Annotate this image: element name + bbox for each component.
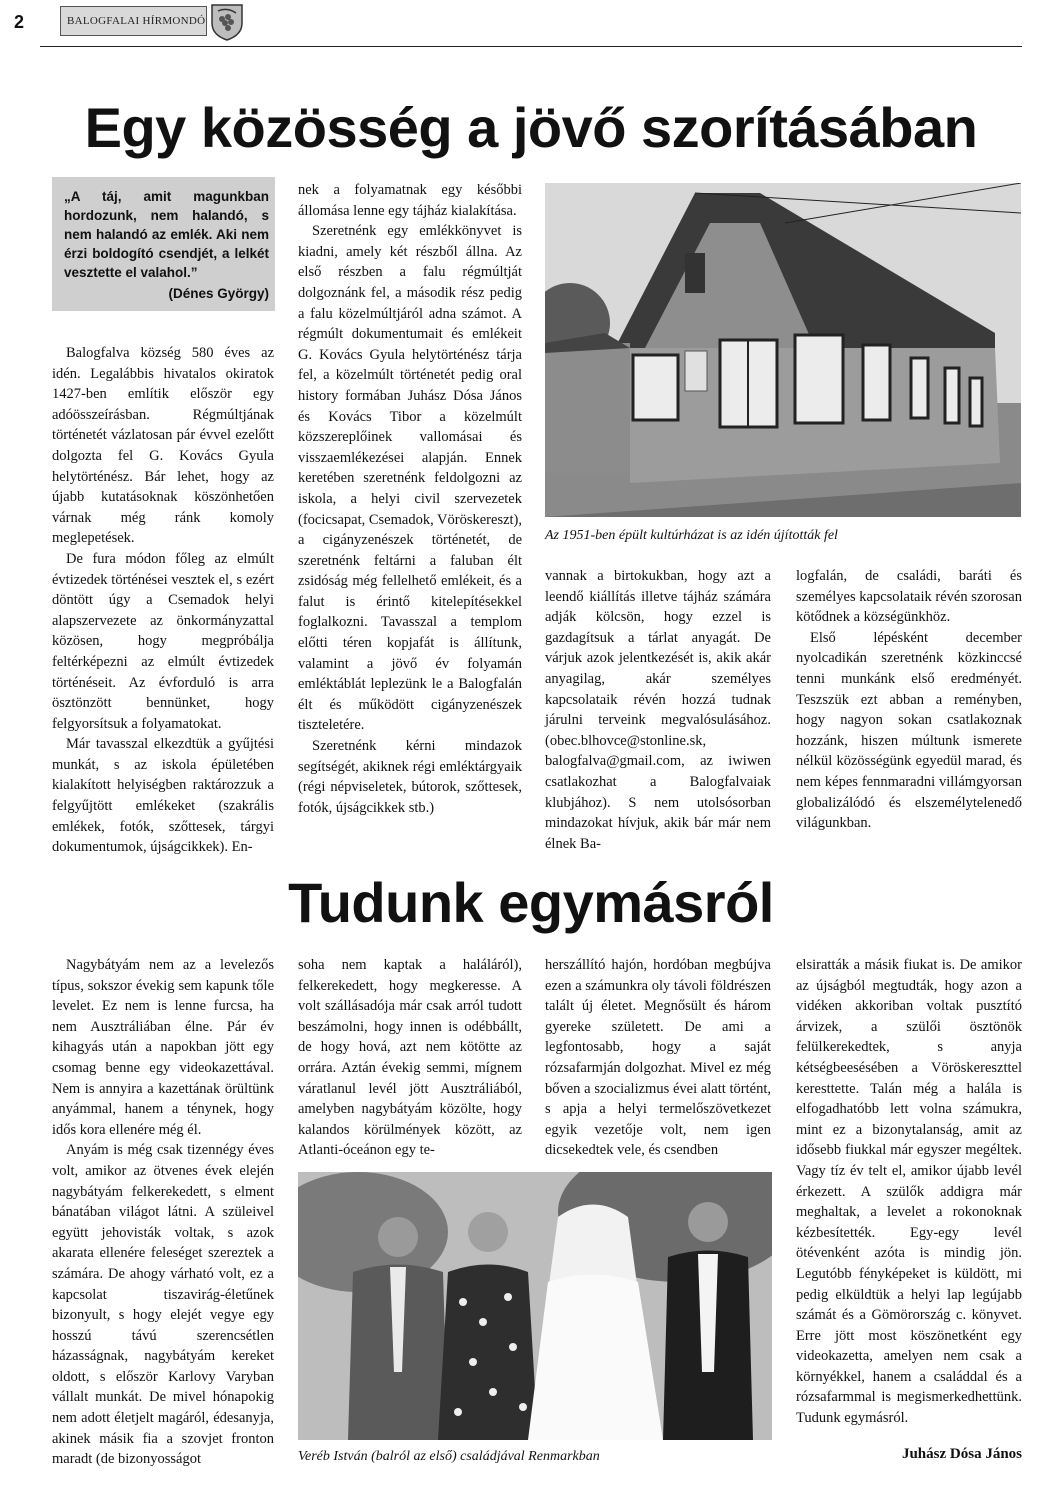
quote-box <box>52 177 275 311</box>
paragraph: Nagybátyám nem az a levelezős típus, sokszor évekig sem kapunk tőle levelet. Ez nem is lenne furcsa, ha nem Ausztráliában élne. Pár év kihagyás után a napokban jött egy csomag benne egy videokazettával. Nem is annyira a kazettának örültünk anyámmal, hanem a ténynek, hogy idős kora ellenére még él. <box>52 957 274 1138</box>
page-number: 2 <box>14 12 25 32</box>
paragraph: soha nem kaptak a haláláról), felkerekedett, hogy megkeresse. A volt szállásadója már csak arról tudott beszámolni, hogy innen is odébbállt, de hogy hová, azt nem kötötte az orrára. Aztán évekig semmi, mígnem váratlanul levél jött Ausztráliából, amelyben nagybátyám közölte, hogy kalandos körülmények között, az Atlanti-óceánon egy te- <box>298 957 522 1159</box>
article2-column-3 <box>545 955 771 1161</box>
paragraph: elsiratták a másik fiukat is. De amikor az újságból megtudták, hogy azon a vidéken akkoriban voltak pusztító árvizek, a szülői ösztönök felülkerekedtek, s anyja kétségbeesésében a Vöröskereszttel keresttette. Talán még a halála is elfogadhatóbb lett volna számukra, mint ez a bizonytalanság, amit az idősebb fiukkal már egyszer megéltek. Vagy tíz év telt el, amikor újabb levél érkezett. A szülők addigra már meghaltak, a levelet a rokonoknak kézbesítették. Egy-egy levél ötévenként azóta is mindig jön. Legutóbb fényképeket is küldött, mi pedig elküldtük a helyi lap legújabb számát és a Gömörország c. könyvet. Erre jött most köszönetként egy videokazetta, amelyen nem csak a környékkel, hanem a családdal és a rózsafarmmal is megismerkedhettünk. Tudunk egymásról. <box>796 957 1022 1427</box>
paragraph: Már tavasszal elkezdtük a gyűjtési munkát, s az iskola épületében kialakított helyiségben raktározzuk a felgyűjtött emlékeket (szakrális emlékek, fotók, szőttesek, tárgyi dokumentumok, újságcikkek). En- <box>52 736 274 856</box>
paragraph: Első lépésként december nyolcadikán szeretnénk közkinccsé tenni munkánk első eredményét. Teszszük ezt abban a reményben, hogy nagyon sokan csatlakoznak hozzánk, hiszen múltunk ismerete nélkül közösségünk egyedül marad, és nem képes fennmaradni villámgyorsan globalizálódó és elszemélytelenedő világunkban. <box>796 629 1022 832</box>
article1-column-3 <box>545 566 771 854</box>
paragraph: De fura módon főleg az elmúlt évtizedek történései vesztek el, s ezért döntött úgy a Csemadok helyi alapszervezete az önkormányzattal közösen, hogy megpróbálja feltérképezni az elmúlt évtizedek történéseit. Az évforduló is arra ösztönzött bennünket, hogy felgyorsítsuk a folyamatokat. <box>52 550 274 732</box>
article1-column-4 <box>796 566 1022 834</box>
article1-column-2 <box>298 180 522 818</box>
paragraph: nek a folyamatnak egy későbbi állomása lenne egy tájház kialakítása. <box>298 182 522 219</box>
paragraph: Balogfalva község 580 éves az idén. Legalábbis hivatalos okiratok 1427-ben említik először egy adóösszeírásban. Régmúltjának történetét vázlatosan pár évvel ezelőtt dolgozta fel G. Kovács Gyula helytörténész. Bár lehet, hogy az újabb kutatásoknak köszönhetően várnak még ránk komoly meglepetések. <box>52 345 274 547</box>
paragraph: Szeretnénk kérni mindazok segítségét, akiknek régi emléktárgyaik (régi népviseletek, bútorok, szőttesek, fotók, újságcikkek stb.) <box>298 738 522 816</box>
article2-column-1 <box>52 955 274 1470</box>
village-crest-icon <box>210 3 244 41</box>
masthead-logo: BALOGFALAI HÍRMONDÓ <box>60 6 207 36</box>
paragraph: logfalán, de családi, baráti és személyes kapcsolataik révén szorosan kötődnek a községünkhöz. <box>796 568 1022 626</box>
photo-caption: Veréb István (balról az első) családjával Renmarkban <box>298 1449 600 1464</box>
paragraph: Anyám is még csak tizennégy éves volt, amikor az ötvenes évek elején nagybátyám felkerekedett, s elment bánatában világot látni. A szüleivel együtt jehovisták voltak, s azok akarata ellenére feleséget szereztek a számára. De ahogy várható volt, ez a kapcsolat tiszavirág-életűnek bizonyult, s hogy elejét vegye egy hosszú távú szerencsétlen házasságnak, nagybátyám kereket oldott, s először Karlovy Varyban vállalt munkát. De mivel hónapokig nem adott életjelt magáról, édesanyja, akinek másik fia a szovjet fronton maradt (de bizonyosságot <box>52 1142 274 1468</box>
paragraph: herszállító hajón, hordóban megbújva ezen a számunkra oly távoli földrészen talált új életet. Megnősült és három gyereke született. De ami a legfontosabb, hogy a saját rózsafarmján dolgozhat. Mivel ez még bőven a szocializmus évei alatt történt, s apja a helyi termelőszövetkezet egyik vezetője volt, nem igen dicsekedtek vele, és csendben <box>545 957 771 1159</box>
paragraph: vannak a birtokukban, hogy azt a leendő kiállítás illetve tájház számára adják kölcsön, hogy ezzel is gazdagítsuk a tárlat anyagát. De várjuk azok jelentkezését is, akik akár anyagilag, akár személyes kapcsolataik révén hozzá tudnak járulni terveink megvalósulásához. (obec.blhovce@stonline.sk, balogfalva@gmail.com, az iwiwen csatlakozhat a Balogfalvaiak klubjához). S nem utolsósorban mindazokat hívjuk, akik bár már nem élnek Ba- <box>545 568 771 852</box>
paragraph: Szeretnénk egy emlékkönyvet is kiadni, amely két részből állna. Az első részben a falu régmúltját dolgoznánk fel, a második rész pedig a falu közelmúltjáról adna számot. A régmúlt dokumentumait és emlékeit G. Kovács Gyula helytörténész tárja fel, a közelmúlt történetét pedig oral history formában Juhász Dósa János és Kovács Tibor a közelmúlt közszereplőinek vallomásai és visszaemlékezései alapján. Ennek keretében szeretnénk feldolgozni az iskola, a helyi civil szervezetek (focicsapat, Csemadok, Vöröskereszt), a cigányzenészek történetét, de szeretnénk feltárni a faluban élt zsidóság még fellelhető emlékeit, és a falut is érintő kitelepítésekkel foglalkozni. Tavasszal a templom előtti téren kopjafát is állítunk, valamint a jövő év folyamán emléktáblát leplezünk le a Balogfalán élt és működött cigányzenészek tiszteletére. <box>298 223 523 734</box>
family-wedding-photo <box>298 1172 772 1440</box>
quote-author: (Dénes György) <box>168 286 269 301</box>
article2-column-2 <box>298 955 522 1161</box>
article2-title: Tudunk egymásról <box>288 871 774 934</box>
author-signature: Juhász Dósa János <box>901 1446 1022 1462</box>
article1-column-1 <box>52 343 274 858</box>
quote-text: „A táj, amit magunkban hordozunk, nem halandó, s nem halandó az emlék. Aki nem érzi boldogító csendjét, a lelkét vesztette el valahol.” <box>64 189 269 280</box>
cultural-house-photo <box>545 183 1021 517</box>
article1-title: Egy közösség a jövő szorításában <box>84 96 978 159</box>
photo-caption: Az 1951-ben épült kultúrházat is az idén újították fel <box>545 528 838 543</box>
article2-column-4 <box>796 955 1022 1429</box>
header-divider <box>40 46 1022 47</box>
